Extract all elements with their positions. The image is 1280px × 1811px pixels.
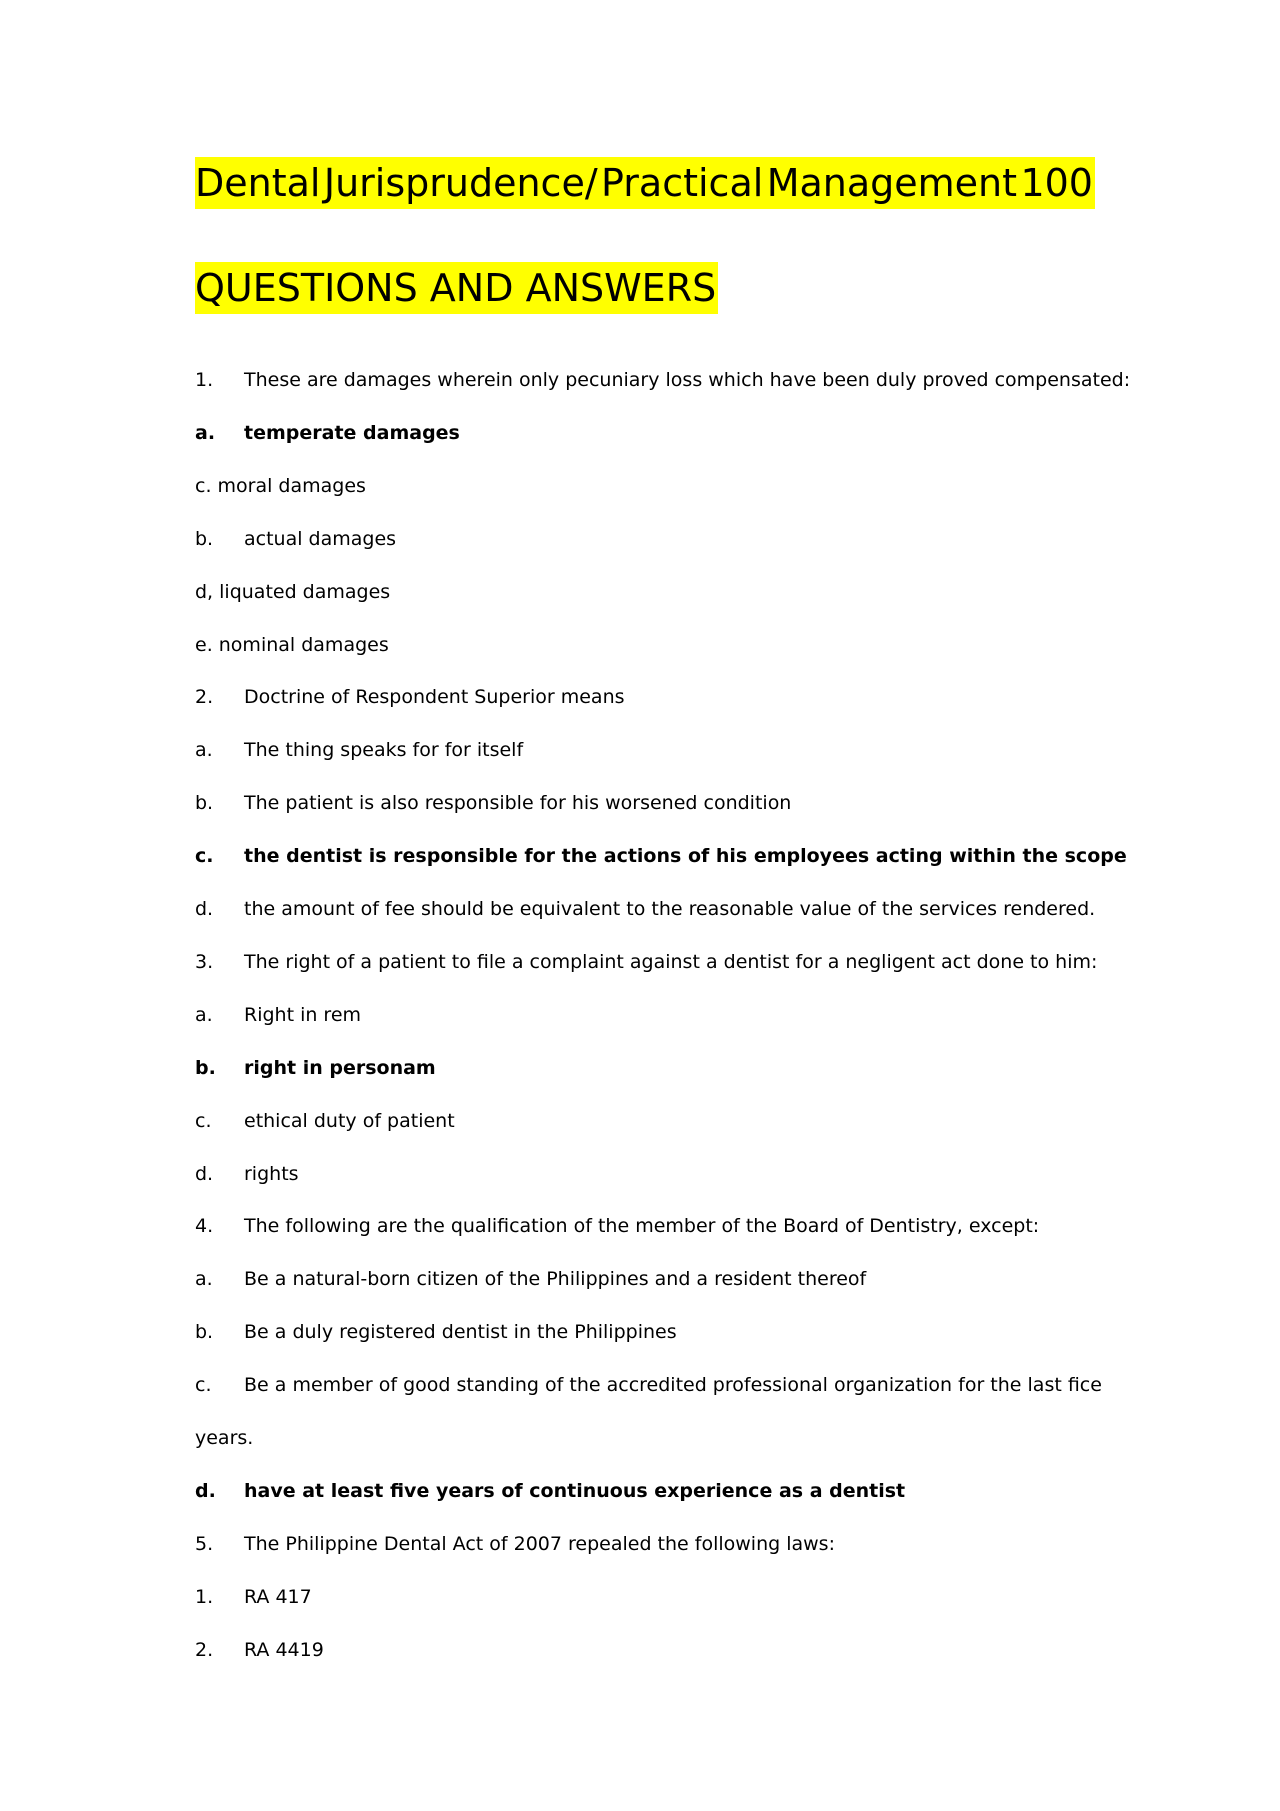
list-text: temperate damages <box>244 422 460 444</box>
list-marker: 5. <box>195 1533 214 1555</box>
list-item <box>195 1211 1039 1241</box>
list-item <box>195 788 791 818</box>
list-text: the amount of fee should be equivalent to the reasonable value of the services rendered. <box>244 898 1096 920</box>
list-item <box>195 1370 1102 1400</box>
title-word: 100 <box>1020 161 1093 205</box>
list-text: Be a member of good standing of the accredited professional organization for the last fice <box>244 1374 1102 1396</box>
list-text: rights <box>244 1163 299 1185</box>
list-item <box>195 1264 866 1294</box>
list-text: RA 417 <box>244 1586 312 1608</box>
list-marker: d. <box>195 1163 214 1185</box>
list-item <box>195 1582 312 1612</box>
list-marker: a. <box>195 1004 213 1026</box>
list-text: Right in rem <box>244 1004 362 1026</box>
list-text: e. nominal damages <box>195 634 389 656</box>
list-item <box>195 1000 361 1030</box>
list-marker: d. <box>195 898 214 920</box>
list-item <box>195 1476 905 1506</box>
list-item <box>195 1635 324 1665</box>
list-item-text <box>195 471 366 501</box>
list-text: Doctrine of Respondent Superior means <box>244 686 625 708</box>
list-marker: a. <box>195 1268 213 1290</box>
list-item <box>195 1159 299 1189</box>
list-marker: b. <box>195 792 214 814</box>
list-marker: c. <box>195 1374 212 1396</box>
list-text: years. <box>195 1427 254 1449</box>
list-item <box>195 1106 455 1136</box>
title-highlight-1 <box>195 157 1095 209</box>
list-item <box>195 524 396 554</box>
title-highlight-2: QUESTIONS AND ANSWERS <box>195 262 718 314</box>
title-word: Dental <box>195 161 321 205</box>
list-item-text <box>195 577 390 607</box>
list-marker: c. <box>195 1110 212 1132</box>
list-text: The patient is also responsible for his worsened condition <box>244 792 792 814</box>
list-text: These are damages wherein only pecuniary loss which have been duly proved compensated: <box>244 369 1131 391</box>
list-text: d, liquated damages <box>195 581 391 603</box>
list-marker: b. <box>195 1321 214 1343</box>
list-item-text <box>195 630 389 660</box>
list-item <box>195 947 1097 977</box>
list-item-text <box>195 1423 253 1453</box>
list-item <box>195 894 1095 924</box>
list-marker: 2. <box>195 1639 214 1661</box>
list-text: c. moral damages <box>195 475 366 497</box>
list-text: the dentist is responsible for the actions of his employees acting within the scope <box>244 845 1127 867</box>
list-text: Be a natural-born citizen of the Philippines and a resident thereof <box>244 1268 867 1290</box>
list-item <box>195 1529 835 1559</box>
document-title-line-2 <box>195 262 718 314</box>
list-marker: a. <box>195 422 216 444</box>
list-marker: 2. <box>195 686 214 708</box>
title-word: Practical <box>601 161 764 205</box>
list-marker: b. <box>195 1057 216 1079</box>
title-word: Jurisprudence/ <box>323 161 598 205</box>
list-text: actual damages <box>244 528 397 550</box>
list-item <box>195 841 1127 871</box>
list-item <box>195 365 1130 395</box>
list-marker: 1. <box>195 1586 214 1608</box>
list-item <box>195 1317 677 1347</box>
list-marker: a. <box>195 739 213 761</box>
list-text: The Philippine Dental Act of 2007 repealed the following laws: <box>244 1533 835 1555</box>
list-marker: b. <box>195 528 214 550</box>
document-title-line-1 <box>195 157 1095 209</box>
list-text: ethical duty of patient <box>244 1110 455 1132</box>
list-text: The following are the qualification of the member of the Board of Dentistry, except: <box>244 1215 1040 1237</box>
list-text: right in personam <box>244 1057 436 1079</box>
list-text: The thing speaks for for itself <box>244 739 524 761</box>
list-item <box>195 418 460 448</box>
list-item <box>195 735 523 765</box>
list-item <box>195 1053 436 1083</box>
list-item <box>195 682 625 712</box>
list-marker: 4. <box>195 1215 214 1237</box>
list-text: RA 4419 <box>244 1639 324 1661</box>
list-text: Be a duly registered dentist in the Philippines <box>244 1321 677 1343</box>
list-text: have at least five years of continuous experience as a dentist <box>244 1480 906 1502</box>
title-word: Management <box>766 161 1018 205</box>
list-text: The right of a patient to file a complaint against a dentist for a negligent act done to him: <box>244 951 1098 973</box>
list-marker: 1. <box>195 369 214 391</box>
list-marker: c. <box>195 845 214 867</box>
list-marker: d. <box>195 1480 216 1502</box>
list-marker: 3. <box>195 951 214 973</box>
